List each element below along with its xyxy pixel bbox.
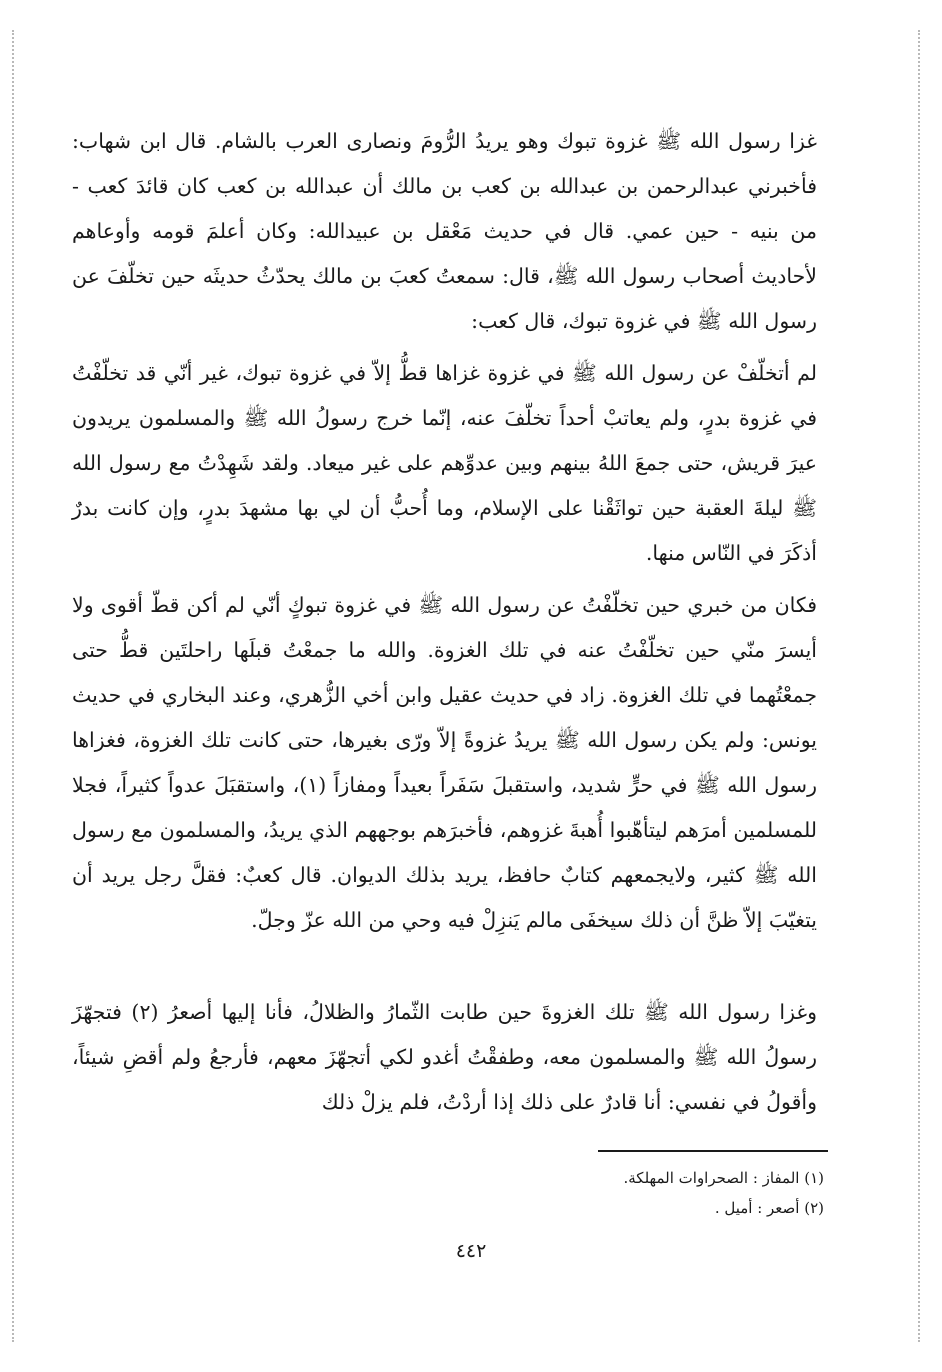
paragraph-1 <box>72 119 817 344</box>
footnote-1: (١) المفاز : الصحراوات المهلكة. <box>623 1169 824 1187</box>
footnotes <box>324 1163 824 1223</box>
page-number: ٤٤٢ <box>455 1240 487 1262</box>
paragraph-2 <box>72 351 817 576</box>
paragraph-text: لم أتخلّفْ عن رسول الله ﷺ في غزوة غزاها قطُّ إلاّ في غزوة تبوك، غير أنّي قد تخلّفْتُ في غزوة بدرٍ، ولم يعاتبْ أحداً تخلّفَ عنه، إنّما خرج رسولُ الله ﷺ والمسلمون يريدون عيرَ قريش، حتى جمعَ اللهُ بينهم وبين عدوِّهم على غير ميعاد. ولقد شَهِدْتُ مع رسول الله ﷺ ليلةَ العقبة حين تواثَقْنا على الإسلام، وما أُحبُّ أن لي بها مشهدَ بدرٍ، وإن كانت بدرٌ أذكَرَ في النّاس منها. <box>72 361 817 565</box>
scan-edge-left <box>12 30 14 1342</box>
paragraph-text: غزا رسول الله ﷺ غزوة تبوك وهو يريدُ الرُّومَ ونصارى العرب بالشام. قال ابن شهاب: فأخبرني عبدالرحمن بن عبدالله بن كعب بن مالك أن عبدالله بن كعب كان قائدَ كعب - من بنيه - حين عمي. قال في حديث مَعْقل بن عبيدالله: وكان أعلمَ قومه وأوعاهم لأحاديث أصحاب رسول الله ﷺ، قال: سمعتُ كعبَ بن مالك يحدّثُ حديثَه حين تخلّفَ عن رسول الله ﷺ في غزوة تبوك، قال كعب: <box>72 129 817 333</box>
footnote-2: (٢) أصعر : أميل . <box>714 1199 824 1217</box>
paragraph-4 <box>72 990 817 1125</box>
paragraph-text: وغزا رسول الله ﷺ تلك الغزوةَ حين طابت الثّمارُ والظلالُ، فأنا إليها أصعرُ (٢) فتجهّزَ رسولُ الله ﷺ والمسلمون معه، وطفقْتُ أغدو لكي أتجهّزَ معهم، فأرجعُ ولم أقضِ شيئاً، وأقولُ في نفسي: أنا قادرٌ على ذلك إذا أردْتُ، فلم يزلْ ذلك <box>72 1000 817 1114</box>
paragraph-text: فكان من خبري حين تخلّفْتُ عن رسول الله ﷺ في غزوة تبوكٍ أنّي لم أكن قطّ أقوى ولا أيسرَ منّي حين تخلّفْتُ عنه في تلك الغزوة. والله ما جمعْتُ قبلَها راحلتَين قطُّ حتى جمعْتُهما في تلك الغزوة. زاد في حديث عقيل وابن أخي الزُّهري، وعند البخاري في حديث يونس: ولم يكن رسول الله ﷺ يريدُ غزوةً إلاّ ورّى بغيرها، حتى كانت تلك الغزوة، فغزاها رسول الله ﷺ في حرٍّ شديد، واستقبلَ سَفَراً بعيداً ومفازاً (١)، واستقبَلَ عدواً كثيراً، فجلا للمسلمين أمرَهم ليتأهّبوا أُهبةَ غزوهم، فأخبرَهم بوجههم الذي يريدُ، والمسلمون مع رسول الله ﷺ كثير، ولايجمعهم كتابٌ حافظ، يريد بذلك الديوان. قال كعبٌ: فقلَّ رجل يريد أن يتغيّبَ إلاّ ظنَّ أن ذلك سيخفَى مالم يَنزِلْ فيه وحي من الله عزّ وجلّ. <box>72 593 818 932</box>
paragraph-3 <box>72 583 817 943</box>
footnote-separator <box>598 1150 828 1152</box>
scan-edge-right <box>918 30 920 1342</box>
